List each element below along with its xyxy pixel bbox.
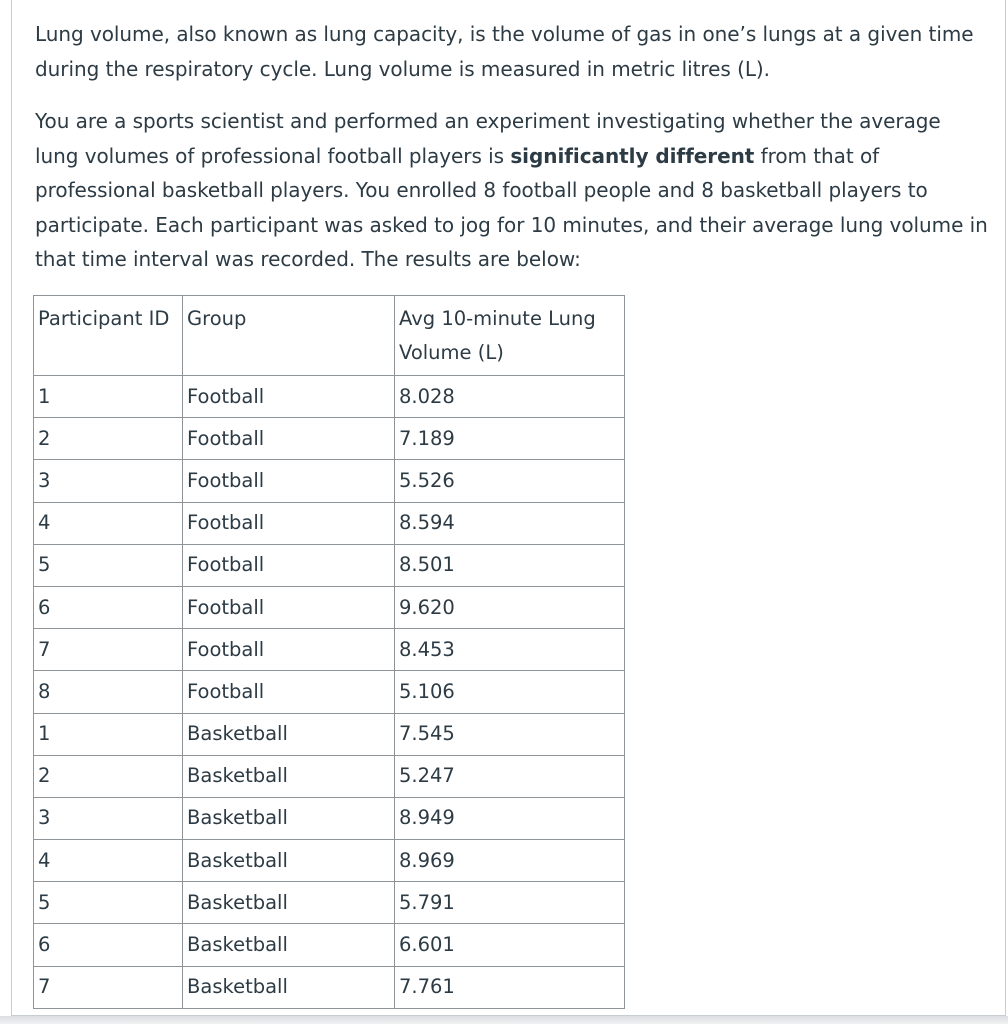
lung-volume-cell: 8.949 [395,797,625,839]
table-row [34,629,625,671]
participant-id-cell: 1 [34,376,183,418]
table-row [34,882,625,924]
table-row [34,840,625,882]
group-cell: Basketball [183,755,395,797]
table-row [34,586,625,628]
experiment-paragraph [35,104,990,277]
lung-volume-cell: 8.453 [395,629,625,671]
group-cell: Football [183,460,395,502]
participant-id-cell: 5 [34,544,183,586]
lung-volume-cell: 7.189 [395,418,625,460]
participant-id-cell: 3 [34,460,183,502]
table-row [34,755,625,797]
participant-id-cell: 6 [34,586,183,628]
experiment-text-start: You are a sports scientist and performed an experiment investigating whether the average lung volumes of professional football players is [35,109,941,168]
table-row [34,376,625,418]
lung-volume-cell: 9.620 [395,586,625,628]
participant-id-cell: 7 [34,629,183,671]
group-cell: Football [183,376,395,418]
lung-volume-cell: 5.106 [395,671,625,713]
header-lung-volume: Avg 10-minute Lung Volume (L) [395,296,625,376]
group-cell: Basketball [183,713,395,755]
participant-id-cell: 5 [34,882,183,924]
table-row [34,924,625,966]
table-row [34,966,625,1008]
results-table [33,295,625,1009]
group-cell: Basketball [183,882,395,924]
lung-volume-cell: 5.791 [395,882,625,924]
lung-volume-cell: 6.601 [395,924,625,966]
participant-id-cell: 3 [34,797,183,839]
group-cell: Football [183,544,395,586]
bottom-edge [0,1016,1008,1024]
table-row [34,502,625,544]
participant-id-cell: 4 [34,840,183,882]
group-cell: Football [183,418,395,460]
group-cell: Basketball [183,797,395,839]
participant-id-cell: 8 [34,671,183,713]
group-cell: Football [183,586,395,628]
lung-volume-cell: 5.526 [395,460,625,502]
participant-id-cell: 6 [34,924,183,966]
intro-text: Lung volume, also known as lung capacity, is the volume of gas in one’s lungs at a given time during the respiratory cycle. Lung volume is measured in metric litres (L). [35,22,974,81]
participant-id-cell: 4 [34,502,183,544]
lung-volume-cell: 8.594 [395,502,625,544]
group-cell: Football [183,671,395,713]
table-row [34,713,625,755]
group-cell: Basketball [183,966,395,1008]
group-cell: Football [183,629,395,671]
participant-id-cell: 2 [34,418,183,460]
lung-volume-cell: 7.761 [395,966,625,1008]
group-cell: Basketball [183,840,395,882]
table-header-row [34,296,625,376]
lung-volume-cell: 8.969 [395,840,625,882]
table-row [34,797,625,839]
lung-volume-cell: 5.247 [395,755,625,797]
lung-volume-cell: 8.501 [395,544,625,586]
table-row [34,418,625,460]
header-group: Group [183,296,395,376]
table-row [34,671,625,713]
group-cell: Football [183,502,395,544]
table-row [34,544,625,586]
participant-id-cell: 7 [34,966,183,1008]
header-participant-id: Participant ID [34,296,183,376]
emphasis-text: significantly different [510,143,755,168]
participant-id-cell: 1 [34,713,183,755]
experiment-text-end: from that of professional basketball players. You enrolled 8 football people and 8 basketball players to participate. Each participant was asked to jog for 10 minutes, and their average lung volume in that time interval was recorded. The results are below: [35,143,988,271]
participant-id-cell: 2 [34,755,183,797]
intro-paragraph [35,17,990,86]
table-row [34,460,625,502]
group-cell: Basketball [183,924,395,966]
lung-volume-cell: 8.028 [395,376,625,418]
lung-volume-cell: 7.545 [395,713,625,755]
